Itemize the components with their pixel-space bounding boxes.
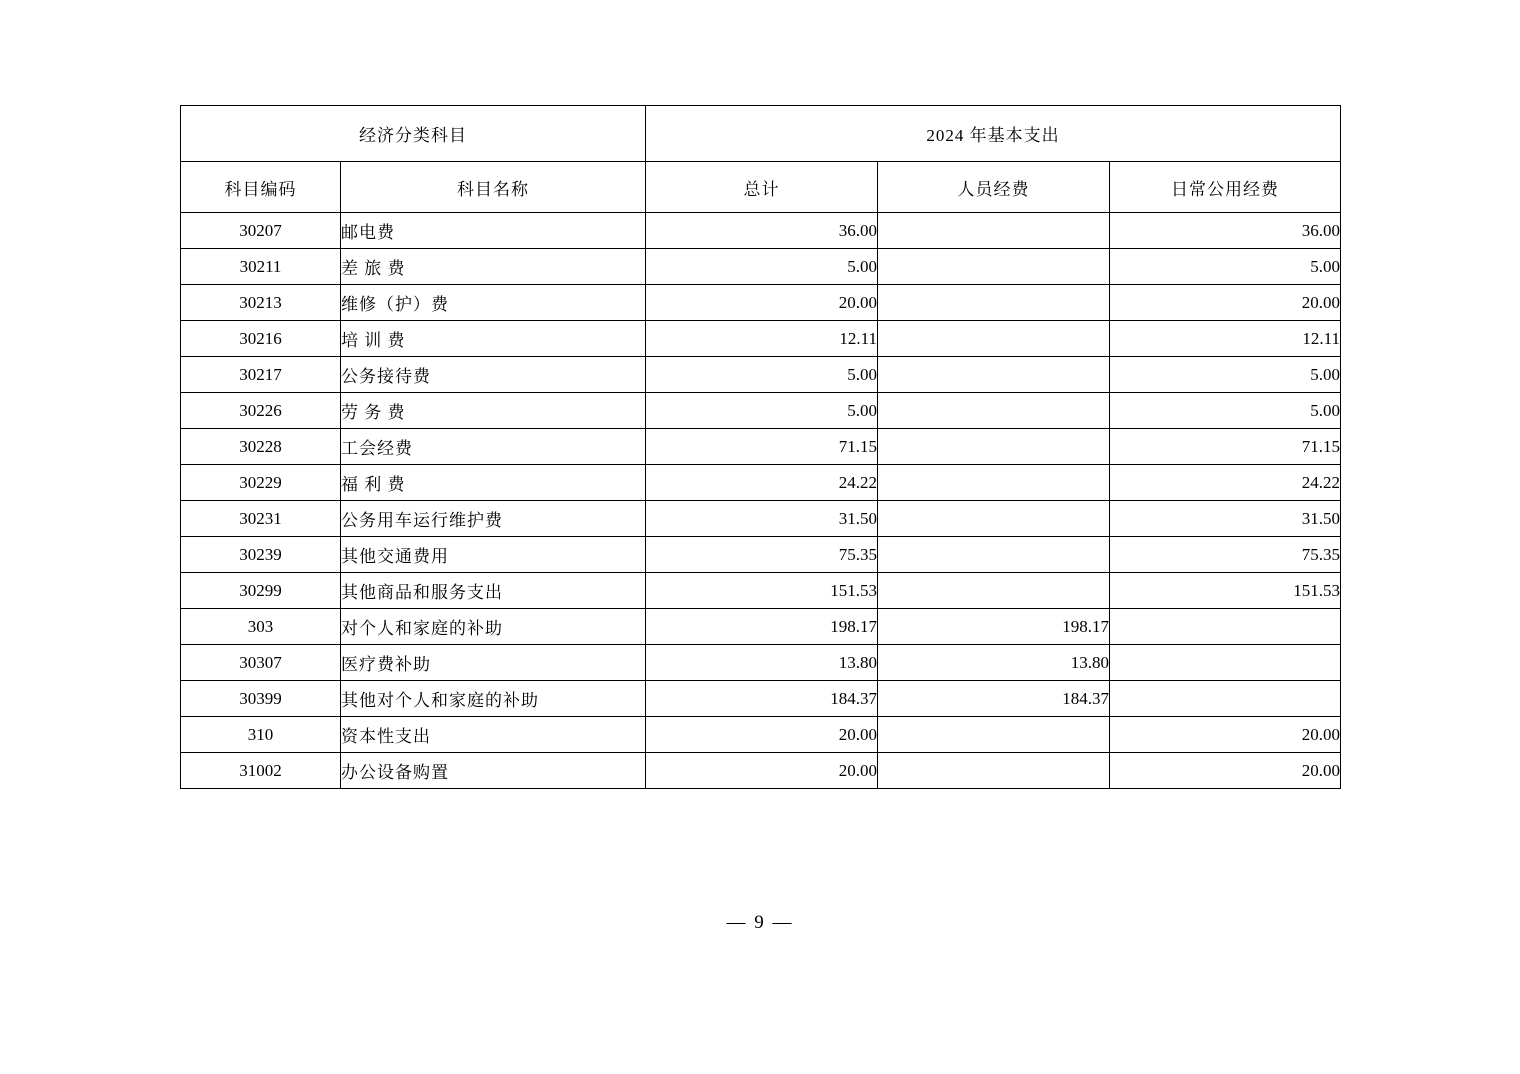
table-row — [181, 393, 1341, 429]
cell-subject-code: 30207 — [181, 213, 341, 249]
header-column-total: 总计 — [646, 162, 878, 213]
cell-total: 184.37 — [646, 681, 878, 717]
cell-subject-name: 公务用车运行维护费 — [341, 501, 646, 537]
cell-subject-code: 30231 — [181, 501, 341, 537]
cell-subject-name: 公务接待费 — [341, 357, 646, 393]
cell-personnel-expense — [878, 465, 1110, 501]
cell-public-expense: 20.00 — [1110, 285, 1341, 321]
table-row — [181, 465, 1341, 501]
cell-subject-code: 30229 — [181, 465, 341, 501]
cell-total: 151.53 — [646, 573, 878, 609]
cell-personnel-expense — [878, 357, 1110, 393]
cell-subject-name: 劳 务 费 — [341, 393, 646, 429]
cell-public-expense: 20.00 — [1110, 753, 1341, 789]
cell-subject-name: 其他交通费用 — [341, 537, 646, 573]
header-economic-category: 经济分类科目 — [181, 106, 646, 162]
cell-subject-code: 30299 — [181, 573, 341, 609]
cell-subject-name: 邮电费 — [341, 213, 646, 249]
table-header-column-row — [181, 162, 1341, 213]
cell-subject-name: 办公设备购置 — [341, 753, 646, 789]
page-number: — 9 — — [726, 912, 794, 933]
cell-public-expense: 12.11 — [1110, 321, 1341, 357]
cell-subject-code: 30213 — [181, 285, 341, 321]
cell-subject-name: 医疗费补助 — [341, 645, 646, 681]
cell-public-expense: 5.00 — [1110, 357, 1341, 393]
cell-personnel-expense — [878, 249, 1110, 285]
cell-total: 20.00 — [646, 285, 878, 321]
cell-subject-code: 30307 — [181, 645, 341, 681]
table-row — [181, 213, 1341, 249]
header-basic-expenditure-2024: 2024 年基本支出 — [646, 106, 1341, 162]
header-column-public: 日常公用经费 — [1110, 162, 1341, 213]
table-row — [181, 357, 1341, 393]
cell-subject-code: 30211 — [181, 249, 341, 285]
cell-subject-code: 30399 — [181, 681, 341, 717]
cell-subject-name: 资本性支出 — [341, 717, 646, 753]
cell-personnel-expense — [878, 285, 1110, 321]
cell-personnel-expense: 184.37 — [878, 681, 1110, 717]
cell-total: 12.11 — [646, 321, 878, 357]
header-column-personnel: 人员经费 — [878, 162, 1110, 213]
table-header-group-row — [181, 106, 1341, 162]
cell-public-expense: 151.53 — [1110, 573, 1341, 609]
header-column-code: 科目编码 — [181, 162, 341, 213]
table-row — [181, 717, 1341, 753]
cell-subject-code: 303 — [181, 609, 341, 645]
cell-public-expense: 20.00 — [1110, 717, 1341, 753]
cell-public-expense — [1110, 609, 1341, 645]
cell-subject-code: 30217 — [181, 357, 341, 393]
table-body — [181, 213, 1341, 789]
cell-total: 5.00 — [646, 357, 878, 393]
cell-total: 31.50 — [646, 501, 878, 537]
table-header — [181, 106, 1341, 213]
cell-personnel-expense — [878, 717, 1110, 753]
budget-table-container — [180, 105, 1340, 789]
table-row — [181, 753, 1341, 789]
cell-personnel-expense — [878, 321, 1110, 357]
cell-public-expense: 5.00 — [1110, 393, 1341, 429]
table-row — [181, 321, 1341, 357]
cell-total: 24.22 — [646, 465, 878, 501]
cell-subject-name: 维修（护）费 — [341, 285, 646, 321]
header-column-name: 科目名称 — [341, 162, 646, 213]
cell-personnel-expense — [878, 501, 1110, 537]
cell-personnel-expense — [878, 393, 1110, 429]
cell-public-expense: 75.35 — [1110, 537, 1341, 573]
cell-total: 36.00 — [646, 213, 878, 249]
budget-table — [180, 105, 1341, 789]
cell-public-expense — [1110, 645, 1341, 681]
cell-total: 71.15 — [646, 429, 878, 465]
table-row — [181, 645, 1341, 681]
table-row — [181, 249, 1341, 285]
cell-subject-name: 其他商品和服务支出 — [341, 573, 646, 609]
table-row — [181, 501, 1341, 537]
table-row — [181, 285, 1341, 321]
cell-subject-name: 工会经费 — [341, 429, 646, 465]
table-row — [181, 609, 1341, 645]
cell-public-expense: 24.22 — [1110, 465, 1341, 501]
cell-subject-name: 其他对个人和家庭的补助 — [341, 681, 646, 717]
cell-total: 75.35 — [646, 537, 878, 573]
cell-public-expense — [1110, 681, 1341, 717]
cell-subject-code: 310 — [181, 717, 341, 753]
table-row — [181, 429, 1341, 465]
cell-subject-code: 31002 — [181, 753, 341, 789]
cell-public-expense: 5.00 — [1110, 249, 1341, 285]
cell-subject-name: 培 训 费 — [341, 321, 646, 357]
cell-subject-code: 30228 — [181, 429, 341, 465]
cell-subject-code: 30226 — [181, 393, 341, 429]
cell-personnel-expense — [878, 573, 1110, 609]
table-row — [181, 681, 1341, 717]
cell-public-expense: 36.00 — [1110, 213, 1341, 249]
table-row — [181, 573, 1341, 609]
cell-personnel-expense: 198.17 — [878, 609, 1110, 645]
cell-subject-code: 30239 — [181, 537, 341, 573]
cell-total: 13.80 — [646, 645, 878, 681]
cell-public-expense: 71.15 — [1110, 429, 1341, 465]
cell-personnel-expense: 13.80 — [878, 645, 1110, 681]
cell-subject-name: 差 旅 费 — [341, 249, 646, 285]
cell-total: 20.00 — [646, 753, 878, 789]
cell-total: 5.00 — [646, 393, 878, 429]
cell-subject-name: 对个人和家庭的补助 — [341, 609, 646, 645]
cell-subject-code: 30216 — [181, 321, 341, 357]
cell-public-expense: 31.50 — [1110, 501, 1341, 537]
table-row — [181, 537, 1341, 573]
cell-personnel-expense — [878, 753, 1110, 789]
cell-subject-name: 福 利 费 — [341, 465, 646, 501]
cell-total: 20.00 — [646, 717, 878, 753]
cell-total: 198.17 — [646, 609, 878, 645]
cell-personnel-expense — [878, 213, 1110, 249]
cell-total: 5.00 — [646, 249, 878, 285]
cell-personnel-expense — [878, 537, 1110, 573]
cell-personnel-expense — [878, 429, 1110, 465]
